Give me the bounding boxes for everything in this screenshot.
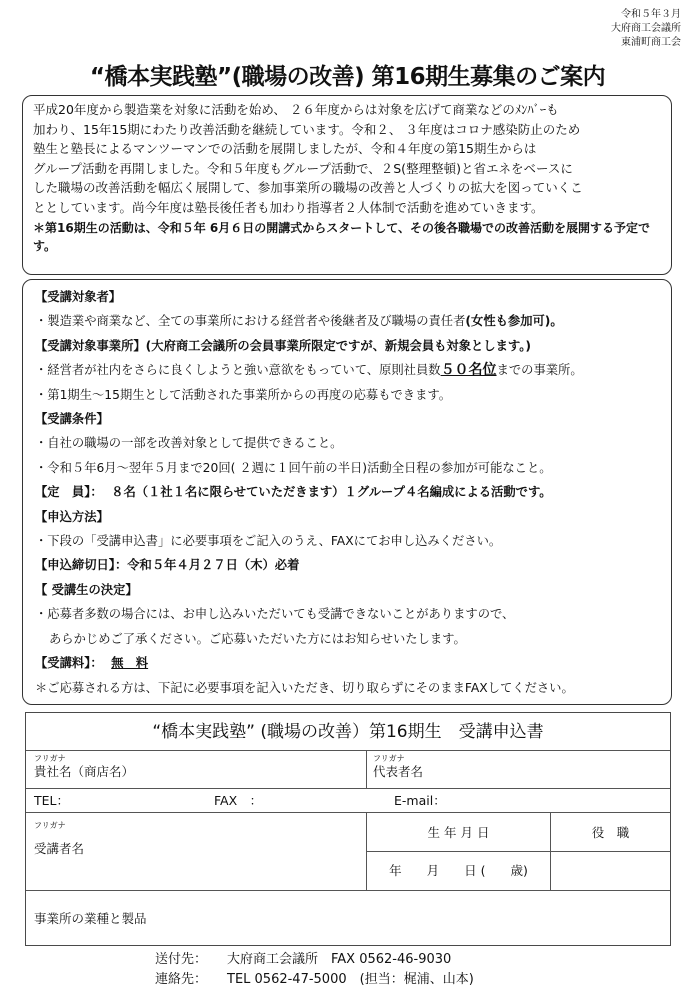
- trainee-name-field[interactable]: [34, 813, 364, 890]
- conditions-line-1: ・自社の職場の一部を改善対象として提供できること。: [35, 436, 343, 451]
- decision-heading: 【 受講生の決定】: [35, 582, 138, 597]
- deadline-heading: 【申込締切日】: [35, 558, 115, 573]
- business-line-2: ・第1期生～15期生として活動された事業所からの再度の応募もできます。: [35, 387, 451, 402]
- deadline-line: [35, 553, 663, 577]
- furigana-label: フリガナ: [34, 821, 66, 830]
- position-label: 役 職: [551, 813, 670, 852]
- capacity-line: [35, 480, 663, 504]
- company-name-field[interactable]: [34, 751, 364, 788]
- intro-line: 塾生と塾長によるマンツーマンでの活動を展開しましたが、令和４年度の第15期生からは: [33, 141, 537, 157]
- contact-row-footer: [155, 970, 474, 990]
- fee-heading: 【受講料】：: [35, 656, 103, 671]
- intro-line: 加わり、15年15期にわたり改善活動を継続しています。令和２、 ３年度はコロナ感染防止のため: [33, 121, 581, 137]
- send-row: [155, 950, 474, 970]
- representative-field[interactable]: [366, 751, 670, 788]
- issue-date: 令和５年３月: [621, 9, 681, 20]
- target-line: [35, 309, 663, 333]
- business-heading: 【受講対象事業所】(大府商工会議所の会員事業所限定ですが、新規会員も対象とします。): [35, 338, 531, 353]
- intro-line: した職場の改善活動を幅広く展開して、参加事業所の職場の改善と人づくりの拡大を図っていくこ: [33, 180, 583, 196]
- application-form: [25, 712, 671, 946]
- trainee-label: 受講者名: [34, 841, 85, 856]
- decision-line-2: あらかじめご了承ください。ご応募いただいた方にはお知らせいたします。: [49, 631, 466, 646]
- birthdate-value: 年 月 日 ( 歳): [389, 863, 528, 878]
- apply-heading: 【申込方法】: [35, 509, 109, 524]
- fax-label[interactable]: FAX ：: [214, 793, 263, 808]
- position-field[interactable]: [550, 813, 670, 890]
- business-line-1: [35, 358, 663, 382]
- business-row[interactable]: [26, 891, 670, 945]
- issuer-org-1: 大府商工会議所: [611, 23, 681, 34]
- intro-line: ととしています。尚今年度は塾長後任者も加わり指導者２人体制で活動を進めていきます。: [33, 199, 544, 215]
- contact-key: 連絡先：: [155, 972, 208, 987]
- contact-row: [26, 789, 670, 813]
- issuer-org-2: 東浦町商工会: [621, 37, 681, 48]
- trainee-row: [26, 813, 670, 891]
- requirements-box: [22, 279, 672, 705]
- decision-line-1: ・応募者多数の場合には、お申し込みいただいても受講できないことがありますので、: [35, 607, 515, 622]
- company-label: 貴社名（商店名）: [34, 764, 135, 779]
- position-value-area[interactable]: [551, 852, 670, 890]
- footnote: ＊ご応募される方は、下記に必要事項を記入いただき、切り取らずにそのままFAXしてください。: [35, 680, 574, 695]
- intro-line: グループ活動を再開しました。令和５年度もグループ活動で、２S(整理整頓)と省エネをベースに: [33, 160, 573, 176]
- business-label: 事業所の業種と製品: [34, 911, 147, 926]
- intro-box: [22, 95, 672, 275]
- representative-label: 代表者名: [373, 764, 424, 779]
- intro-note: ＊第16期生の活動は、令和５年 6月６日の開講式からスタートして、その後各職場での改善活動を展開する予定です。: [33, 220, 650, 253]
- business-line-1-post: までの事業所。: [496, 363, 583, 378]
- deadline-text: ：令和５年４月２７日（木）必着: [114, 558, 300, 573]
- fee-text: 無 料: [111, 656, 149, 671]
- page-title: “橋本実践塾”(職場の改善) 第16期生募集のご案内: [89, 64, 606, 90]
- employee-limit: ５０名位: [440, 362, 497, 379]
- footer-contact: [155, 950, 474, 990]
- issuer-block: [611, 8, 681, 50]
- capacity-heading: 【定 員】：: [35, 485, 103, 500]
- fee-line: [35, 651, 663, 675]
- target-bold: (女性も参加可)。: [465, 314, 563, 329]
- apply-line: ・下段の「受講申込書」に必要事項をご記入のうえ、FAXにてお申し込みください。: [35, 534, 502, 549]
- company-row: [26, 751, 670, 789]
- contact-value: TEL 0562-47-5000 (担当：梶浦、山本): [227, 972, 474, 987]
- send-key: 送付先：: [155, 952, 208, 967]
- conditions-line-2: ・令和５年6月～翌年５月まで20回( ２週に１回午前の半日)活動全日程の参加が可能なこと。: [35, 460, 552, 475]
- conditions-heading: 【受講条件】: [35, 412, 109, 427]
- furigana-label: フリガナ: [34, 754, 66, 763]
- email-label[interactable]: E-mail：: [394, 793, 446, 808]
- business-line-1-pre: ・経営者が社内をさらに良くしようと強い意欲をもっていて、原則社員数: [35, 363, 441, 378]
- form-title: “橋本実践塾” (職場の改善）第16期生 受講申込書: [26, 713, 670, 751]
- target-heading: 【受講対象者】: [35, 290, 122, 304]
- capacity-text: ８名（１社１名に限らせていただきます）１グループ４名編成による活動です。: [111, 485, 552, 500]
- intro-line: 平成20年度から製造業を対象に活動を始め、 ２６年度からは対象を広げて商業などのﾒﾝﾊﾞｰも: [33, 102, 559, 117]
- furigana-label: フリガナ: [373, 754, 405, 763]
- send-value: 大府商工会議所 FAX 0562-46-9030: [227, 952, 452, 967]
- target-text: ・製造業や商業など、全ての事業所における経営者や後継者及び職場の責任者: [35, 314, 466, 329]
- birthdate-field[interactable]: [366, 813, 550, 890]
- tel-label[interactable]: TEL：: [34, 793, 69, 808]
- birthdate-label: 生 年 月 日: [367, 813, 550, 852]
